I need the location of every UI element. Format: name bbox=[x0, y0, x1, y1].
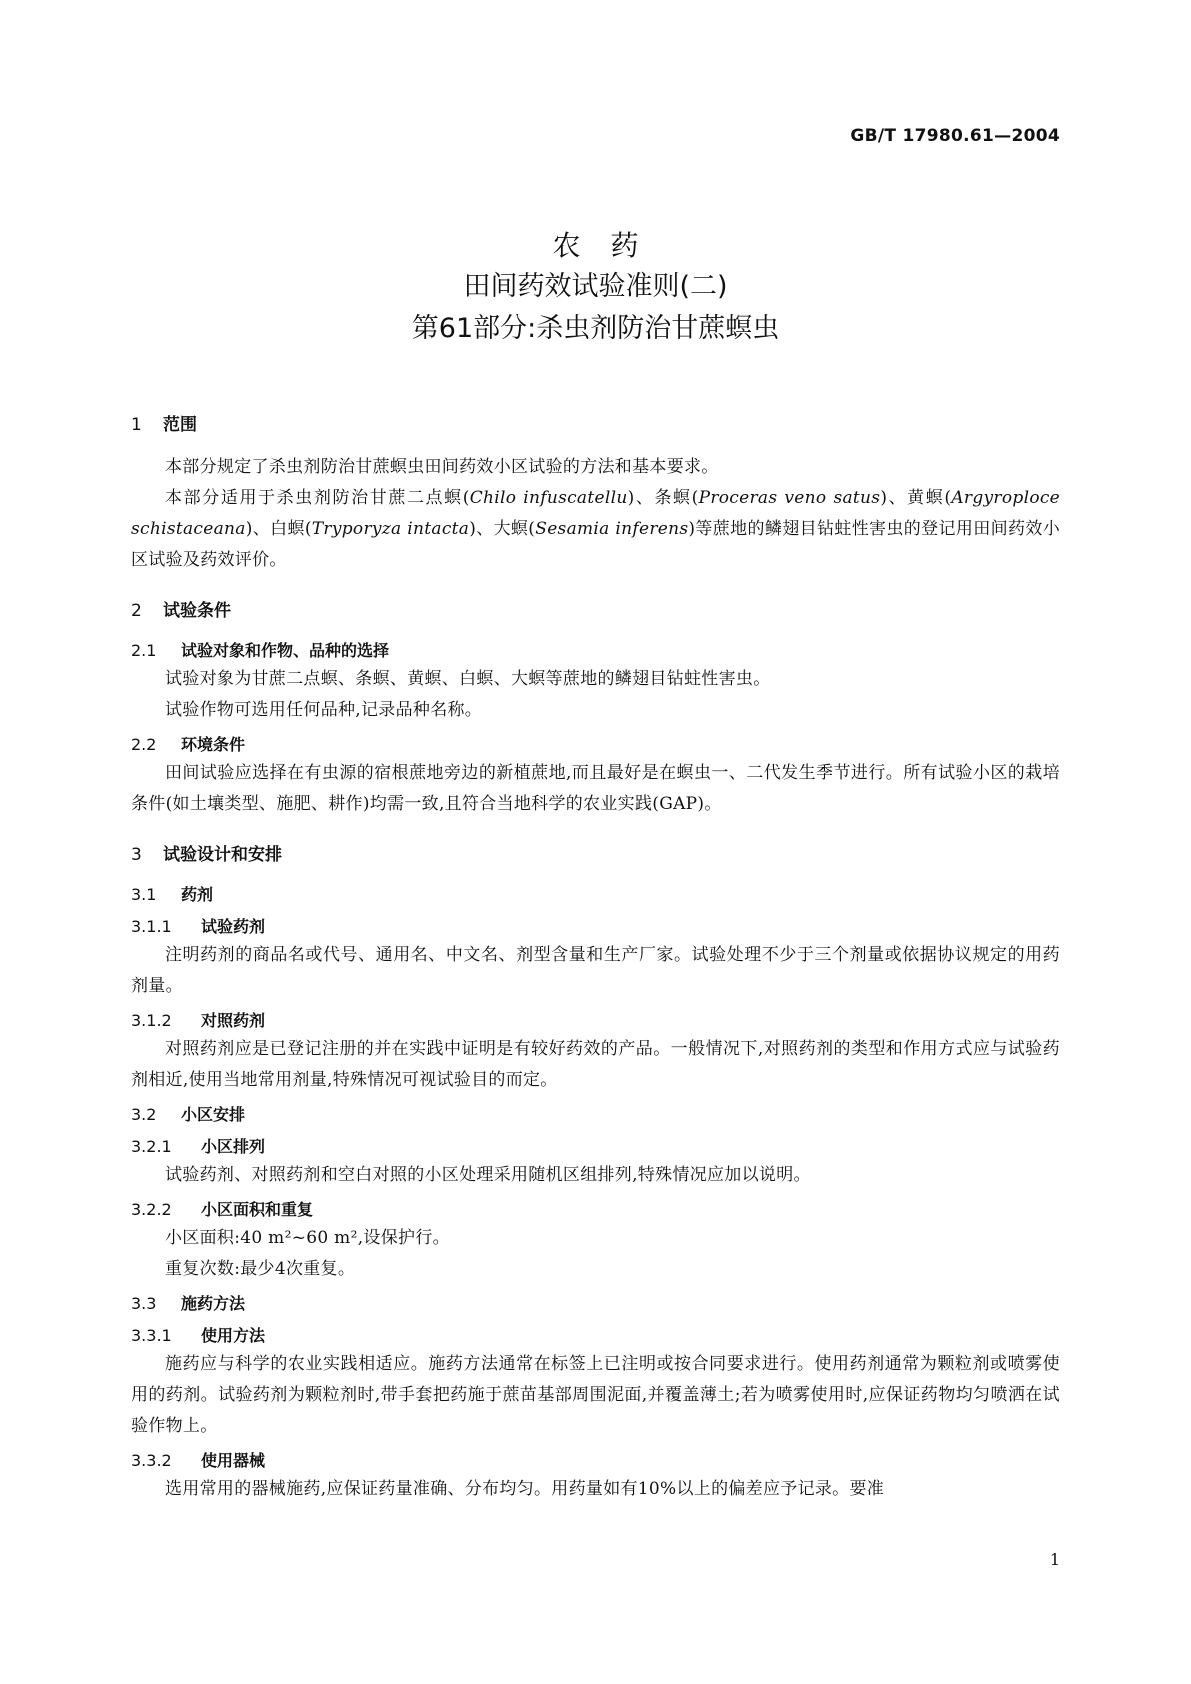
section-number: 1 bbox=[131, 415, 142, 435]
paragraph: 田间试验应选择在有虫源的宿根蔗地旁边的新植蔗地,而且最好是在螟虫一、二代发生季节进行。所有试验小区的栽培条件(如土壤类型、施肥、耕作)均需一致,且符合当地科学的农业实践(GAP)。 bbox=[131, 763, 1060, 814]
paragraph: 本部分适用于杀虫剂防治甘蔗二点螟(Chilo infuscatellu)、条螟(Proceras veno satus)、黄螟(Argyroploce schistaceana)、白螟(Tryporyza intacta)、大螟(Sesamia inferens)等蔗地的鳞翅目钻蛀性害虫的登记用田间药效小区试验及药效评价。 bbox=[131, 488, 1061, 570]
section-1-heading bbox=[131, 412, 1060, 438]
section-title: 试验条件 bbox=[163, 601, 231, 621]
subsection-3-1-heading: 3.1 药剂 bbox=[131, 885, 214, 904]
standard-code: GB/T 17980.61—2004 bbox=[850, 126, 1060, 146]
subsection-2-2-heading: 2.2 环境条件 bbox=[131, 735, 246, 754]
subsection-3-3-heading: 3.3 施药方法 bbox=[131, 1294, 246, 1313]
paragraph: 选用常用的器械施药,应保证药量准确、分布均匀。用药量如有10%以上的偏差应予记录。要准 bbox=[165, 1479, 885, 1499]
section-2-heading bbox=[131, 598, 1060, 624]
paragraph: 施药应与科学的农业实践相适应。施药方法通常在标签上已注明或按合同要求进行。使用药剂通常为颗粒剂或喷雾使用的药剂。试验药剂为颗粒剂时,带手套把药施于蔗苗基部周围泥面,并覆盖薄土;若为喷雾使用时,应保证药物均匀喷洒在试验作物上。 bbox=[131, 1354, 1060, 1436]
subsection-3-1-2-heading: 3.1.2 对照药剂 bbox=[131, 1011, 266, 1030]
species-name: Tryporyza intacta bbox=[311, 519, 470, 539]
section-title: 范围 bbox=[163, 415, 197, 435]
subsection-3-2-1-heading: 3.2.1 小区排列 bbox=[131, 1137, 266, 1156]
subsection-3-2-heading: 3.2 小区安排 bbox=[131, 1105, 246, 1124]
paragraph: 重复次数:最少4次重复。 bbox=[165, 1259, 356, 1279]
paragraph: 注明药剂的商品名或代号、通用名、中文名、剂型含量和生产厂家。试验处理不少于三个剂量或依据协议规定的用药剂量。 bbox=[131, 945, 1060, 996]
species-name: Proceras veno satus bbox=[698, 488, 881, 508]
species-name: Argyroploce schistaceana bbox=[131, 488, 1061, 539]
title-line-3: 第61部分:杀虫剂防治甘蔗螟虫 bbox=[411, 313, 780, 344]
title-line-2: 田间药效试验准则(二) bbox=[463, 271, 728, 302]
species-name: Chilo infuscatellu bbox=[469, 488, 628, 508]
subsection-3-2-2-heading: 3.2.2 小区面积和重复 bbox=[131, 1200, 314, 1219]
paragraph: 试验作物可选用任何品种,记录品种名称。 bbox=[165, 700, 483, 720]
section-title: 试验设计和安排 bbox=[163, 845, 282, 865]
title-line-1: 农药 bbox=[552, 229, 669, 262]
paragraph: 试验药剂、对照药剂和空白对照的小区处理采用随机区组排列,特殊情况应加以说明。 bbox=[165, 1165, 811, 1185]
section-number: 3 bbox=[131, 845, 142, 865]
subsection-3-1-1-heading: 3.1.1 试验药剂 bbox=[131, 917, 266, 936]
page-number: 1 bbox=[1049, 1550, 1060, 1569]
section-number: 2 bbox=[131, 601, 142, 621]
paragraph: 本部分规定了杀虫剂防治甘蔗螟虫田间药效小区试验的方法和基本要求。 bbox=[165, 457, 719, 477]
paragraph: 试验对象为甘蔗二点螟、条螟、黄螟、白螟、大螟等蔗地的鳞翅目钻蛀性害虫。 bbox=[165, 669, 771, 689]
document-body bbox=[131, 412, 1060, 1505]
subsection-3-3-2-heading: 3.3.2 使用器械 bbox=[131, 1451, 266, 1470]
document-title bbox=[0, 226, 1191, 350]
subsection-2-1-heading: 2.1 试验对象和作物、品种的选择 bbox=[131, 641, 390, 660]
paragraph: 小区面积:40 m²~60 m²,设保护行。 bbox=[165, 1228, 450, 1248]
section-3-heading bbox=[131, 842, 1060, 868]
paragraph: 对照药剂应是已登记注册的并在实践中证明是有较好药效的产品。一般情况下,对照药剂的类型和作用方式应与试验药剂相近,使用当地常用剂量,特殊情况可视试验目的而定。 bbox=[131, 1039, 1060, 1090]
subsection-3-3-1-heading: 3.3.1 使用方法 bbox=[131, 1326, 266, 1345]
species-name: Sesamia inferens bbox=[535, 519, 689, 539]
